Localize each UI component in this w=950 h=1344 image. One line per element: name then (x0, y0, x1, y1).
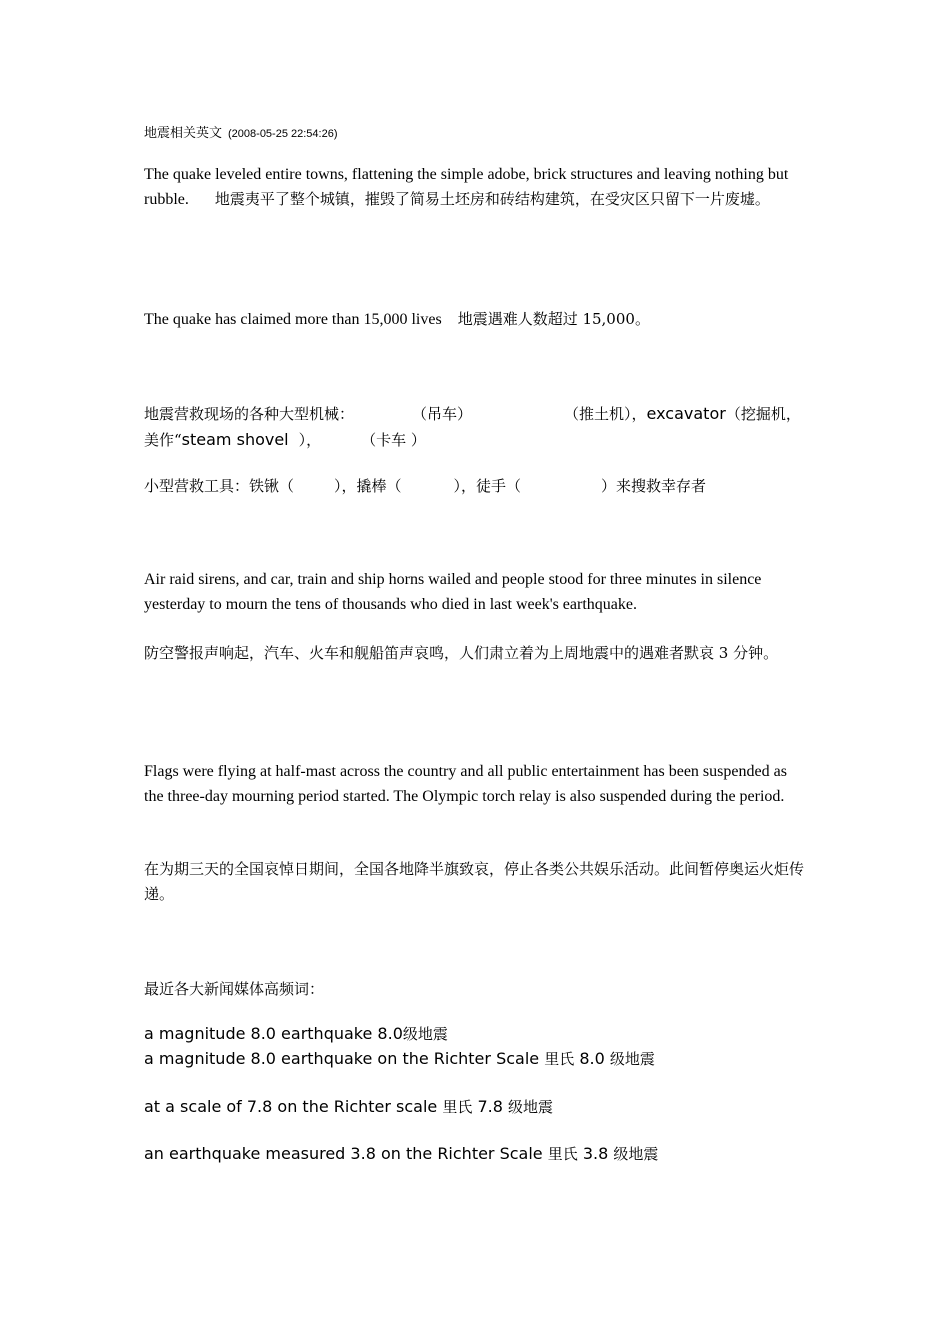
paragraph-4-chinese-block (144, 857, 808, 907)
vocab-chinese-suffix: 级地震 (613, 1145, 659, 1163)
machinery-truck: （卡车 ） (361, 431, 426, 449)
tools-crowbar: ），撬棒（ (334, 477, 402, 495)
vocab-magnitude: 3.8 (582, 1144, 609, 1163)
tools-bare-hands: ），徒手（ (453, 477, 522, 495)
paragraph-3-chinese: 防空警报声响起，汽车、火车和舰船笛声哀鸣，人们肃立着为上周地震中的遇难者默哀 3 分钟。 (144, 644, 779, 662)
vocab-item (144, 1141, 808, 1167)
paragraph-3-english: Air raid sirens, and car, train and ship horns wailed and people stood for three minutes in silence yesterday to mourn the tens of thousands who died in last week's earthquake. (144, 571, 766, 613)
vocab-english: an earthquake measured 3.8 on the Richter Scale (144, 1144, 543, 1163)
machinery-excavator-cn: （挖掘机，美作“ (144, 405, 801, 449)
vocab-heading: 最近各大新闻媒体高频词： (144, 980, 325, 998)
paragraph-3-chinese-block (144, 641, 808, 666)
paragraph-2-chinese: 地震遇难人数超过 15,000。 (457, 310, 650, 328)
paragraph-1-english: The quake leveled entire towns, flattening the simple adobe, brick structures and leaving nothing but rubble. (144, 166, 793, 208)
paragraph-1-chinese: 地震夷平了整个城镇，摧毁了简易土坯房和砖结构建筑，在受灾区只留下一片废墟。 (214, 190, 770, 208)
machinery-steam-shovel: steam shovel (181, 430, 289, 449)
vocab-magnitude: 7.8 (477, 1097, 503, 1116)
article-title: 地震相关英文 (144, 126, 223, 141)
paragraph-4-english-block (144, 759, 808, 809)
article-date: (2008-05-25 22:54:26) (228, 128, 338, 140)
machinery-bulldozer: （推土机）， (564, 405, 647, 423)
machinery-excavator-en: excavator (646, 404, 726, 423)
article-header (144, 122, 808, 143)
vocab-chinese: 里氏 (442, 1098, 473, 1116)
vocab-english: a magnitude 8.0 earthquake on the Richter Scale (144, 1049, 540, 1068)
paragraph-2-english: The quake has claimed more than 15,000 lives (144, 311, 442, 328)
vocab-heading-block (144, 977, 808, 1002)
vocab-chinese: 里氏 (547, 1145, 578, 1163)
paragraph-4-chinese: 在为期三天的全国哀悼日期间，全国各地降半旗致哀，停止各类公共娱乐活动。此间暂停奥运火炬传递。 (144, 860, 805, 903)
vocab-english: a magnitude 8.0 earthquake 8.0 (144, 1024, 403, 1043)
rescue-tools (144, 474, 808, 499)
tools-end: ）来搜救幸存者 (601, 477, 707, 495)
paragraph-1 (144, 162, 808, 212)
vocab-item (144, 1021, 808, 1047)
vocab-magnitude: 8.0 (579, 1049, 605, 1068)
vocab-chinese-suffix: 级地震 (508, 1098, 554, 1116)
paragraph-2 (144, 307, 808, 332)
machinery-crane: （吊车） (412, 405, 473, 423)
rescue-machinery (144, 401, 808, 453)
vocab-chinese: 里氏 (544, 1050, 575, 1068)
vocab-english: at a scale of 7.8 on the Richter scale (144, 1097, 438, 1116)
paragraph-4-english: Flags were flying at half-mast across the country and all public entertainment has been suspended as the three-day mourning period started. The Olympic torch relay is also suspended during the period. (144, 763, 791, 805)
machinery-intro: 地震营救现场的各种大型机械： (144, 405, 355, 423)
vocab-chinese: 级地震 (402, 1025, 448, 1043)
paragraph-3-english-block (144, 567, 808, 617)
machinery-close: ）， (298, 431, 322, 449)
vocab-chinese-suffix: 级地震 (609, 1050, 655, 1068)
tools-intro: 小型营救工具：铁锹（ (144, 477, 295, 495)
vocab-item (144, 1094, 808, 1120)
vocab-item (144, 1046, 808, 1072)
